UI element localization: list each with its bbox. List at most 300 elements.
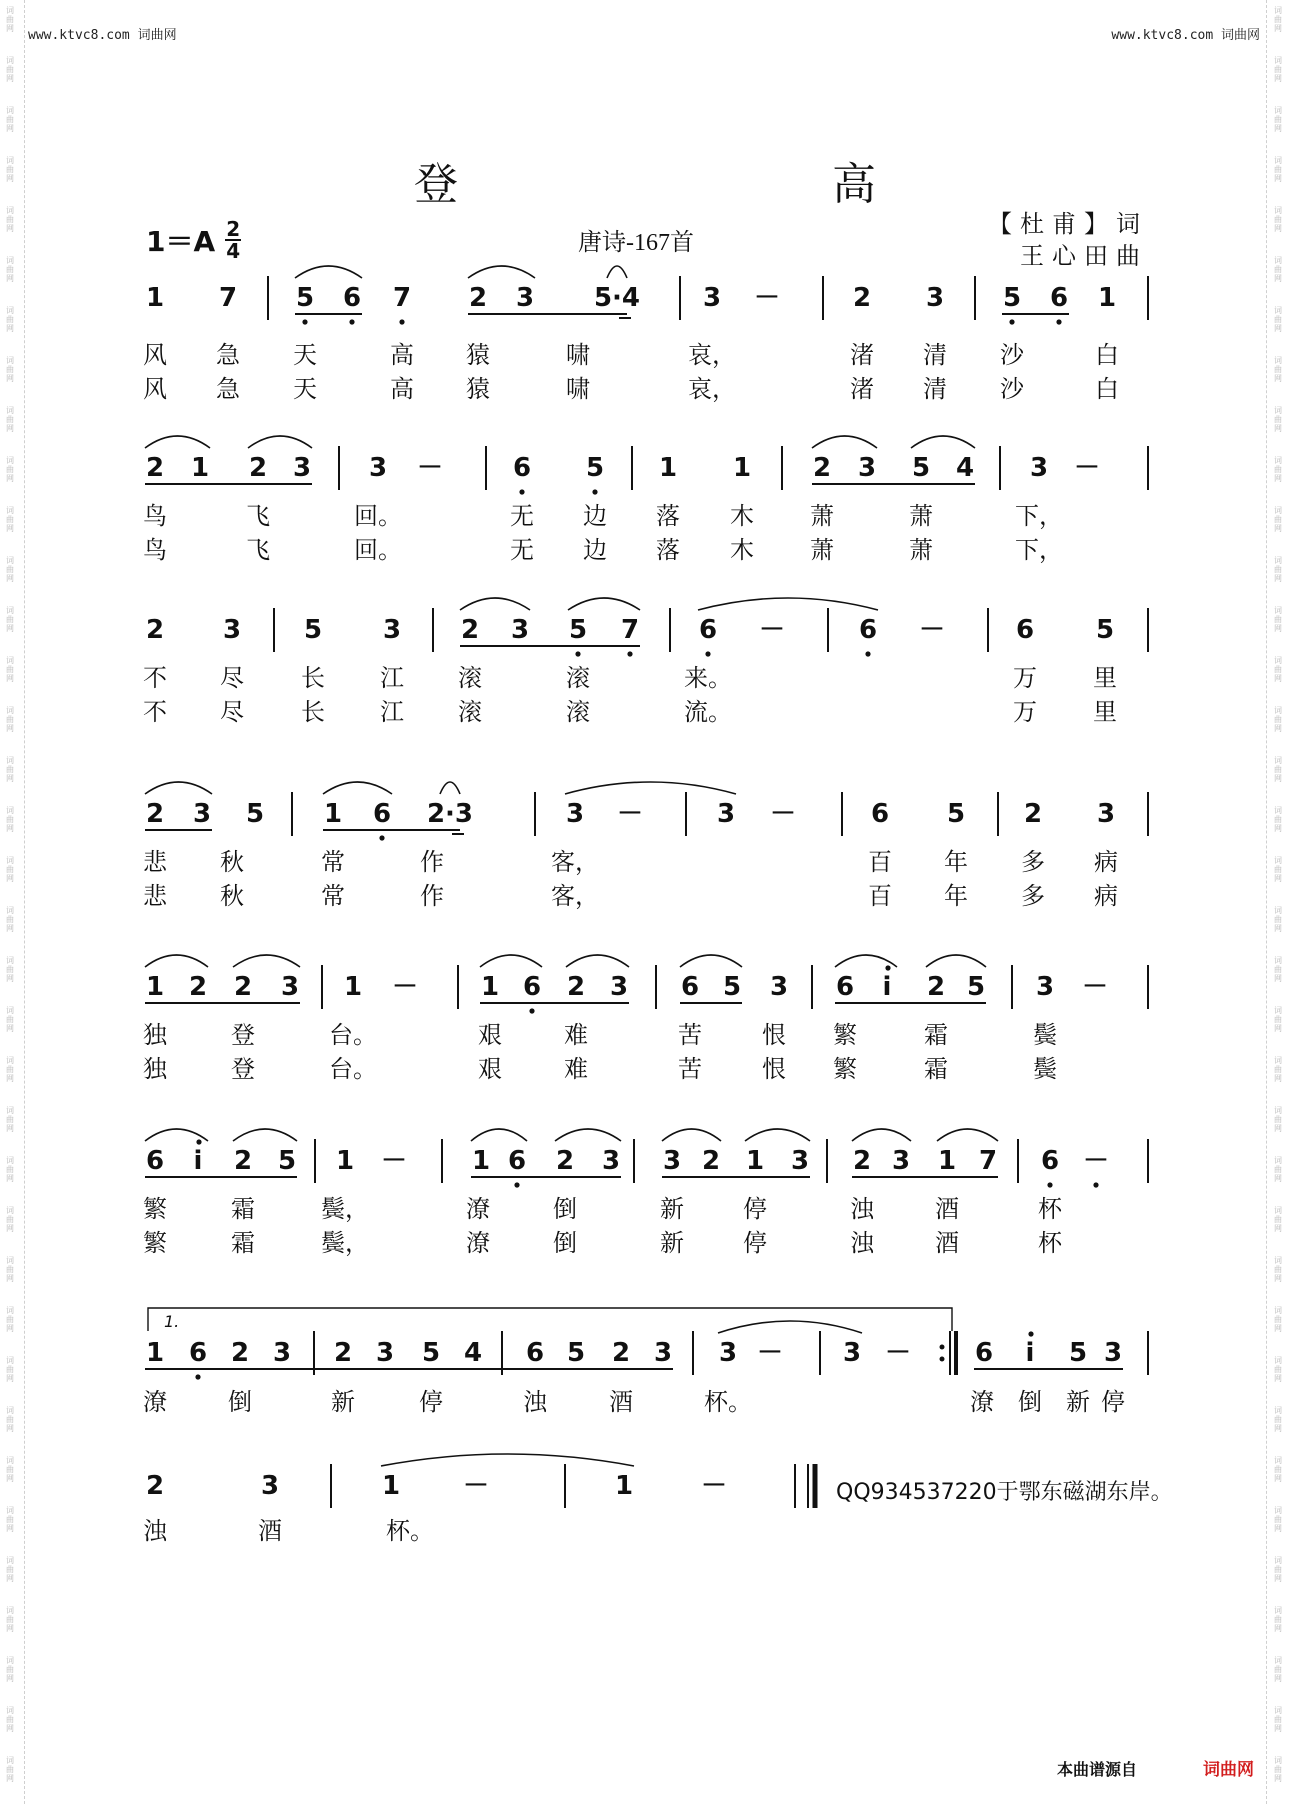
note: 3: [702, 283, 722, 313]
lyric-syllable: 客，: [551, 882, 599, 910]
note: 3: [1029, 453, 1049, 483]
lyric-syllable: 恨: [762, 1055, 786, 1083]
note: 6: [698, 615, 718, 645]
lyric-syllable: 年: [944, 848, 968, 876]
time-bottom: 4: [226, 239, 241, 263]
watermark-text: 词曲网: [1274, 606, 1282, 633]
lyric-syllable: 登: [231, 1021, 255, 1049]
lyric-syllable: 滚: [458, 698, 482, 726]
note: －: [756, 1338, 784, 1368]
lyric-syllable: 登: [231, 1055, 255, 1083]
watermark-text: 词曲网: [1274, 1606, 1282, 1633]
lyric-syllable: 长: [301, 664, 325, 692]
watermark-text: 词曲网: [1274, 856, 1282, 883]
watermark-text: 词曲网: [6, 456, 14, 483]
lyric-syllable: 江: [380, 664, 404, 692]
note: 3: [565, 799, 585, 829]
lyric-syllable: 啸: [566, 341, 590, 369]
note: 2: [188, 972, 208, 1002]
lyric-syllable: 年: [944, 882, 968, 910]
lyric-syllable: 浊: [143, 1517, 167, 1545]
lyric-syllable: 苦: [678, 1021, 702, 1049]
lyric-syllable: 萧: [909, 502, 933, 530]
note: 2: [468, 283, 488, 313]
watermark-text: 词曲网: [1274, 1256, 1282, 1283]
lyric-syllable: 急: [216, 341, 240, 369]
lyric-syllable: 繁: [143, 1229, 167, 1257]
note: 3: [1096, 799, 1116, 829]
watermark-text: 词曲网: [1274, 1056, 1282, 1083]
lyric-syllable: 杯。: [704, 1388, 752, 1416]
watermark-text: 词曲网: [6, 1106, 14, 1133]
brand-link[interactable]: 词曲网: [1203, 1760, 1254, 1780]
lyric-syllable: 浊: [850, 1229, 874, 1257]
note: 7: [978, 1146, 998, 1176]
lyric-syllable: 悲: [143, 882, 167, 910]
note: 1: [937, 1146, 957, 1176]
note: 3: [718, 1338, 738, 1368]
lyric-syllable: 杯: [1038, 1229, 1062, 1257]
lyric-syllable: 客，: [551, 848, 599, 876]
watermark-text: 词曲网: [1274, 956, 1282, 983]
lyric-syllable: 潦: [466, 1229, 490, 1257]
watermark-text: 词曲网: [1274, 206, 1282, 233]
note: 5: [245, 799, 265, 829]
watermark-text: 词曲网: [1274, 456, 1282, 483]
lyric-syllable: 高: [390, 341, 414, 369]
note: 3: [382, 615, 402, 645]
note: 3: [192, 799, 212, 829]
watermark-text: 词曲网: [1274, 1406, 1282, 1433]
lyric-syllable: 倒: [228, 1388, 252, 1416]
lyric-syllable: 萧: [810, 536, 834, 564]
watermark-text: 词曲网: [6, 1056, 14, 1083]
lyric-syllable: 新: [331, 1388, 355, 1416]
note: －: [918, 615, 946, 645]
lyric-syllable: 鸟: [143, 536, 167, 564]
lyric-syllable: 百: [868, 882, 892, 910]
watermark-text: 词曲网: [6, 6, 14, 33]
note: －: [380, 1146, 408, 1176]
lyric-syllable: 新: [660, 1229, 684, 1257]
lyric-syllable: 独: [143, 1055, 167, 1083]
watermark-text: 词曲网: [1274, 1106, 1282, 1133]
watermark-text: 词曲网: [6, 1256, 14, 1283]
composer-credit: 王心田曲: [1020, 244, 1148, 270]
note: 1: [145, 283, 165, 313]
lyric-syllable: 尽: [220, 664, 244, 692]
lyric-syllable: 台。: [329, 1055, 377, 1083]
note: 5: [1095, 615, 1115, 645]
end-note: QQ934537220于鄂东磁湖东岸。: [836, 1480, 1173, 1505]
note: －: [462, 1471, 490, 1501]
note: i: [1025, 1338, 1035, 1368]
lyric-syllable: 浊: [850, 1195, 874, 1223]
watermark-text: 词曲网: [1274, 1156, 1282, 1183]
note: 3: [375, 1338, 395, 1368]
lyric-syllable: 停: [419, 1388, 443, 1416]
note: 6: [507, 1146, 527, 1176]
note: －: [1073, 453, 1101, 483]
watermark-text: 词曲网: [1274, 1706, 1282, 1733]
lyric-syllable: 清: [923, 375, 947, 403]
lyric-syllable: 潦: [970, 1388, 994, 1416]
lyric-syllable: 酒: [935, 1195, 959, 1223]
note: 6: [372, 799, 392, 829]
lyric-syllable: 里: [1093, 698, 1117, 726]
watermark-text: 词曲网: [6, 506, 14, 533]
lyric-syllable: 尽: [220, 698, 244, 726]
note: 3: [601, 1146, 621, 1176]
lyric-syllable: 滚: [566, 698, 590, 726]
lyric-syllable: 万: [1013, 698, 1037, 726]
watermark-text: 词曲网: [6, 1206, 14, 1233]
watermark-text: 词曲网: [1274, 906, 1282, 933]
watermark-text: 词曲网: [6, 256, 14, 283]
watermark-text: 词曲网: [6, 956, 14, 983]
lyric-syllable: 里: [1093, 664, 1117, 692]
note: 2: [248, 453, 268, 483]
note: 5: [421, 1338, 441, 1368]
lyric-syllable: 回。: [354, 536, 402, 564]
watermark-text: 词曲网: [1274, 156, 1282, 183]
lyric-syllable: 落: [656, 502, 680, 530]
lyric-syllable: 霜: [231, 1229, 255, 1257]
watermark-text: 词曲网: [6, 406, 14, 433]
lyric-syllable: 倒: [1018, 1388, 1042, 1416]
lyric-syllable: 独: [143, 1021, 167, 1049]
watermark-text: 词曲网: [6, 1006, 14, 1033]
note: 3: [790, 1146, 810, 1176]
note: 3: [925, 283, 945, 313]
watermark-text: 词曲网: [6, 1456, 14, 1483]
note: 5: [295, 283, 315, 313]
lyric-syllable: 边: [583, 536, 607, 564]
watermark-text: 词曲网: [6, 1656, 14, 1683]
note: 6: [1040, 1146, 1060, 1176]
lyric-syllable: 常: [321, 848, 345, 876]
note: 5: [946, 799, 966, 829]
note: 1: [335, 1146, 355, 1176]
note: 5: [911, 453, 931, 483]
note: 6: [522, 972, 542, 1002]
watermark-text: 词曲网: [1274, 306, 1282, 333]
note: 2: [230, 1338, 250, 1368]
watermark-text: 词曲网: [1274, 1356, 1282, 1383]
lyric-syllable: 哀，: [688, 341, 736, 369]
site-url-right[interactable]: www.ktvc8.com 词曲网: [1111, 28, 1260, 43]
lyric-syllable: 倒: [553, 1195, 577, 1223]
note: 6: [1049, 283, 1069, 313]
note: 3: [1103, 1338, 1123, 1368]
note: 6: [188, 1338, 208, 1368]
watermark-text: 词曲网: [1274, 756, 1282, 783]
note: 5·4: [593, 283, 641, 313]
watermark-text: 词曲网: [6, 1706, 14, 1733]
note: 3: [653, 1338, 673, 1368]
note: 2: [145, 615, 165, 645]
lyric-syllable: 繁: [833, 1055, 857, 1083]
note: 2: [852, 283, 872, 313]
watermark-text: 词曲网: [6, 556, 14, 583]
note: 1: [381, 1471, 401, 1501]
note: i: [193, 1146, 203, 1176]
time-top: 2: [226, 217, 241, 241]
site-url-left[interactable]: www.ktvc8.com 词曲网: [28, 28, 177, 43]
watermark-text: 词曲网: [6, 1506, 14, 1533]
note: 2: [145, 453, 165, 483]
note: 3: [515, 283, 535, 313]
note: 6: [342, 283, 362, 313]
note: 5: [1068, 1338, 1088, 1368]
watermark-text: 词曲网: [1274, 806, 1282, 833]
lyric-syllable: 渚: [850, 375, 874, 403]
note: 1: [658, 453, 678, 483]
lyric-syllable: 杯: [1038, 1195, 1062, 1223]
lyric-syllable: 回。: [354, 502, 402, 530]
note: 2·3: [426, 799, 474, 829]
note: i: [882, 972, 892, 1002]
note: 6: [512, 453, 532, 483]
lyric-syllable: 潦: [143, 1388, 167, 1416]
lyric-syllable: 艰: [478, 1021, 502, 1049]
note: －: [753, 283, 781, 313]
lyric-syllable: 猿: [466, 341, 490, 369]
lyric-syllable: 霜: [231, 1195, 255, 1223]
lyric-syllable: 秋: [220, 848, 244, 876]
note: 5: [585, 453, 605, 483]
note: －: [416, 453, 444, 483]
lyric-syllable: 酒: [609, 1388, 633, 1416]
note: 2: [333, 1338, 353, 1368]
lyric-syllable: 沙: [1000, 375, 1024, 403]
watermark-text: 词曲网: [6, 906, 14, 933]
lyric-syllable: 苦: [678, 1055, 702, 1083]
note: 4: [955, 453, 975, 483]
note: 2: [145, 799, 165, 829]
lyric-syllable: 风: [143, 341, 167, 369]
lyric-syllable: 潦: [466, 1195, 490, 1223]
lyric-syllable: 新: [660, 1195, 684, 1223]
note: －: [1082, 1146, 1110, 1176]
lyric-syllable: 风: [143, 375, 167, 403]
lyric-syllable: 边: [583, 502, 607, 530]
lyric-syllable: 鬓，: [321, 1229, 369, 1257]
watermark-text: 词曲网: [6, 856, 14, 883]
lyric-syllable: 白: [1095, 375, 1119, 403]
note: 2: [145, 1471, 165, 1501]
watermark-text: 词曲网: [1274, 706, 1282, 733]
note: 2: [926, 972, 946, 1002]
lyric-syllable: 无: [510, 502, 534, 530]
note: －: [758, 615, 786, 645]
lyric-syllable: 杯。: [386, 1517, 434, 1545]
lyric-syllable: 酒: [258, 1517, 282, 1545]
lyric-syllable: 停: [743, 1229, 767, 1257]
lyric-syllable: 霜: [924, 1021, 948, 1049]
lyric-syllable: 啸: [566, 375, 590, 403]
note: 1: [732, 453, 752, 483]
lyric-syllable: 长: [301, 698, 325, 726]
watermark-text: 词曲网: [6, 156, 14, 183]
watermark-text: 词曲网: [6, 806, 14, 833]
lyric-syllable: 来。: [684, 664, 732, 692]
lyric-syllable: 停: [743, 1195, 767, 1223]
lyric-syllable: 清: [923, 341, 947, 369]
note: 7: [218, 283, 238, 313]
note: 3: [769, 972, 789, 1002]
key-label: 1＝A: [146, 225, 216, 258]
note: 2: [812, 453, 832, 483]
watermark-text: 词曲网: [6, 1756, 14, 1783]
watermark-text: 词曲网: [1274, 556, 1282, 583]
watermark-text: 词曲网: [6, 106, 14, 133]
lyric-syllable: 萧: [810, 502, 834, 530]
watermark-text: 词曲网: [6, 1556, 14, 1583]
watermark-text: 词曲网: [1274, 6, 1282, 33]
note: 2: [233, 972, 253, 1002]
lyric-syllable: 台。: [329, 1021, 377, 1049]
note: 2: [852, 1146, 872, 1176]
note: 6: [525, 1338, 545, 1368]
note: 3: [292, 453, 312, 483]
lyric-syllable: 江: [380, 698, 404, 726]
note: 1: [190, 453, 210, 483]
lyric-syllable: 常: [321, 882, 345, 910]
note: 7: [392, 283, 412, 313]
watermark-text: 词曲网: [6, 306, 14, 333]
note: 5: [1002, 283, 1022, 313]
note: 1: [614, 1471, 634, 1501]
watermark-text: 词曲网: [1274, 106, 1282, 133]
lyric-syllable: 天: [293, 341, 317, 369]
note: 3: [222, 615, 242, 645]
note: 3: [280, 972, 300, 1002]
note: 2: [611, 1338, 631, 1368]
note: 6: [835, 972, 855, 1002]
lyric-syllable: 滚: [566, 664, 590, 692]
note: 4: [463, 1338, 483, 1368]
lyric-syllable: 鬓: [1033, 1021, 1057, 1049]
note: 3: [891, 1146, 911, 1176]
note: 2: [1023, 799, 1043, 829]
watermark-text: 词曲网: [1274, 1506, 1282, 1533]
lyric-syllable: 秋: [220, 882, 244, 910]
lyric-syllable: 不: [143, 664, 167, 692]
note: 3: [368, 453, 388, 483]
note: 2: [701, 1146, 721, 1176]
watermark-text: 词曲网: [1274, 1656, 1282, 1683]
note: 1: [323, 799, 343, 829]
lyric-syllable: 木: [730, 502, 754, 530]
note: 2: [460, 615, 480, 645]
note: 3: [716, 799, 736, 829]
note: 5: [566, 1338, 586, 1368]
lyric-syllable: 多: [1021, 882, 1045, 910]
note: 1: [745, 1146, 765, 1176]
lyric-syllable: 作: [420, 882, 444, 910]
note: 2: [566, 972, 586, 1002]
lyric-syllable: 病: [1094, 848, 1118, 876]
lyric-syllable: 艰: [478, 1055, 502, 1083]
title-char-1: 登: [414, 159, 460, 210]
note: 1: [145, 1338, 165, 1368]
watermark-text: 词曲网: [6, 1306, 14, 1333]
note: 5: [303, 615, 323, 645]
note: －: [769, 799, 797, 829]
watermark-text: 词曲网: [6, 606, 14, 633]
watermark-text: 词曲网: [6, 56, 14, 83]
lyricist-credit: 【杜甫】词: [988, 212, 1148, 238]
note: 3: [857, 453, 877, 483]
watermark-text: 词曲网: [1274, 56, 1282, 83]
watermark-text: 词曲网: [1274, 256, 1282, 283]
lyric-syllable: 哀，: [688, 375, 736, 403]
lyric-syllable: 停: [1101, 1388, 1125, 1416]
watermark-text: 词曲网: [1274, 1306, 1282, 1333]
lyric-syllable: 霜: [924, 1055, 948, 1083]
lyric-syllable: 急: [216, 375, 240, 403]
note: 6: [858, 615, 878, 645]
lyric-syllable: 沙: [1000, 341, 1024, 369]
note: 1: [471, 1146, 491, 1176]
note: 3: [1035, 972, 1055, 1002]
lyric-syllable: 木: [730, 536, 754, 564]
note: 6: [974, 1338, 994, 1368]
note: 6: [1015, 615, 1035, 645]
note: 3: [662, 1146, 682, 1176]
lyric-syllable: 猿: [466, 375, 490, 403]
watermark-text: 词曲网: [6, 206, 14, 233]
watermark-text: 词曲网: [1274, 1756, 1282, 1783]
note: 7: [620, 615, 640, 645]
lyric-syllable: 鬓，: [321, 1195, 369, 1223]
lyric-syllable: 作: [420, 848, 444, 876]
watermark-text: 词曲网: [1274, 1456, 1282, 1483]
note: 3: [510, 615, 530, 645]
note: 3: [842, 1338, 862, 1368]
watermark-text: 词曲网: [6, 656, 14, 683]
note: 6: [680, 972, 700, 1002]
note: 5: [966, 972, 986, 1002]
lyric-syllable: 滚: [458, 664, 482, 692]
lyric-syllable: 鬓: [1033, 1055, 1057, 1083]
note: 1: [343, 972, 363, 1002]
note: 6: [870, 799, 890, 829]
watermark-text: 词曲网: [1274, 656, 1282, 683]
watermark-text: 词曲网: [6, 1406, 14, 1433]
lyric-syllable: 浊: [523, 1388, 547, 1416]
note: 1: [1097, 283, 1117, 313]
lyric-syllable: 天: [293, 375, 317, 403]
note: 3: [272, 1338, 292, 1368]
lyric-syllable: 高: [390, 375, 414, 403]
lyric-syllable: 白: [1095, 341, 1119, 369]
watermark-text: 词曲网: [6, 1156, 14, 1183]
note: 3: [260, 1471, 280, 1501]
title-char-2: 高: [832, 159, 878, 210]
lyric-syllable: 萧: [909, 536, 933, 564]
note: 5: [568, 615, 588, 645]
note: 3: [609, 972, 629, 1002]
note: 6: [145, 1146, 165, 1176]
lyric-syllable: 万: [1013, 664, 1037, 692]
watermark-text: 词曲网: [1274, 1006, 1282, 1033]
lyric-syllable: 新: [1066, 1388, 1090, 1416]
watermark-text: 词曲网: [1274, 356, 1282, 383]
watermark-text: 词曲网: [6, 756, 14, 783]
lyric-syllable: 下，: [1015, 536, 1063, 564]
